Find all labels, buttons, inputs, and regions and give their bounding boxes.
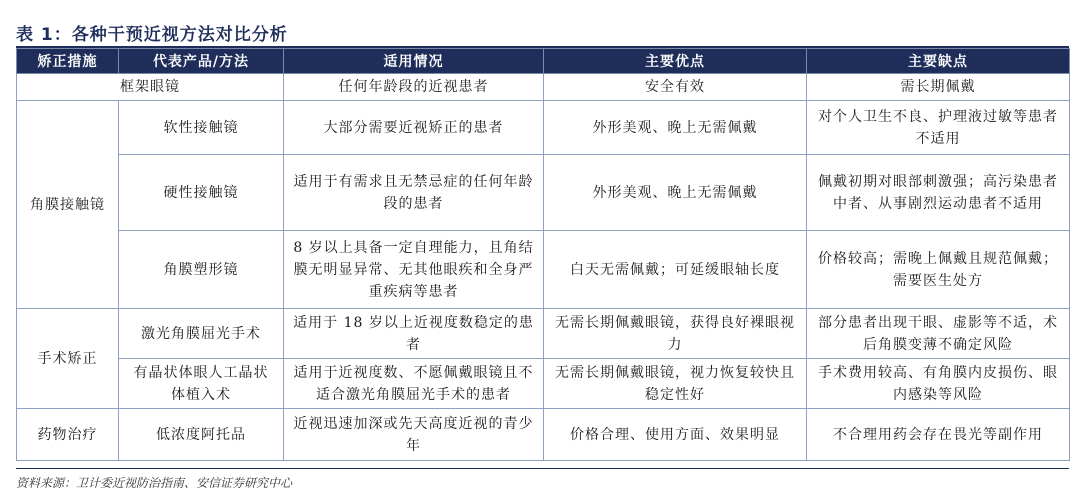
header-row — [17, 49, 1070, 74]
con-cell: 价格较高；需晚上佩戴且规范佩戴；需要医生处方 — [807, 231, 1070, 309]
table-row — [17, 309, 1070, 359]
table-title: 表 1：各种干预近视方法对比分析 — [16, 25, 288, 45]
suit-cell: 任何年龄段的近视患者 — [284, 74, 544, 101]
suit-cell: 适用于有需求且无禁忌症的任何年龄段的患者 — [284, 155, 544, 231]
category-cell: 角膜接触镜 — [17, 101, 119, 309]
header-cell: 主要缺点 — [807, 49, 1070, 74]
table-row — [17, 155, 1070, 231]
table-row — [17, 359, 1070, 409]
con-cell: 需长期佩戴 — [807, 74, 1070, 101]
con-cell: 不合理用药会存在畏光等副作用 — [807, 409, 1070, 461]
category-cell: 药物治疗 — [17, 409, 119, 461]
pro-cell: 无需长期佩戴眼镜，视力恢复较快且稳定性好 — [544, 359, 807, 409]
table-row — [17, 101, 1070, 155]
con-cell: 手术费用较高、有角膜内皮损伤、眼内感染等风险 — [807, 359, 1070, 409]
table-row — [17, 231, 1070, 309]
con-cell: 部分患者出现干眼、虚影等不适，术后角膜变薄不确定风险 — [807, 309, 1070, 359]
header-cell: 矫正措施 — [17, 49, 119, 74]
pro-cell: 无需长期佩戴眼镜，获得良好裸眼视力 — [544, 309, 807, 359]
table-row — [17, 409, 1070, 461]
con-cell: 对个人卫生不良、护理液过敏等患者不适用 — [807, 101, 1070, 155]
product-cell: 框架眼镜 — [17, 74, 284, 101]
product-cell: 激光角膜屈光手术 — [119, 309, 284, 359]
pro-cell: 白天无需佩戴；可延缓眼轴长度 — [544, 231, 807, 309]
header-cell: 主要优点 — [544, 49, 807, 74]
suit-cell: 适用于 18 岁以上近视度数稳定的患者 — [284, 309, 544, 359]
header-cell: 适用情况 — [284, 49, 544, 74]
suit-cell: 8 岁以上具备一定自理能力，且角结膜无明显异常、无其他眼疾和全身严重疾病等患者 — [284, 231, 544, 309]
pro-cell: 价格合理、使用方面、效果明显 — [544, 409, 807, 461]
product-cell: 有晶状体眼人工晶状体植入术 — [119, 359, 284, 409]
product-cell: 低浓度阿托品 — [119, 409, 284, 461]
header-cell: 代表产品/方法 — [119, 49, 284, 74]
table-row — [17, 74, 1070, 101]
product-cell: 硬性接触镜 — [119, 155, 284, 231]
product-cell: 角膜塑形镜 — [119, 231, 284, 309]
pro-cell: 外形美观、晚上无需佩戴 — [544, 155, 807, 231]
pro-cell: 安全有效 — [544, 74, 807, 101]
suit-cell: 适用于近视度数、不愿佩戴眼镜且不适合激光角膜屈光手术的患者 — [284, 359, 544, 409]
con-cell: 佩戴初期对眼部刺激强；高污染患者中者、从事剧烈运动患者不适用 — [807, 155, 1070, 231]
bottom-rule — [16, 468, 1069, 469]
product-cell: 软性接触镜 — [119, 101, 284, 155]
source-note: 资料来源：卫计委近视防治指南、安信证券研究中心 — [16, 476, 293, 490]
comparison-table — [16, 48, 1070, 461]
suit-cell: 大部分需要近视矫正的患者 — [284, 101, 544, 155]
category-cell: 手术矫正 — [17, 309, 119, 409]
suit-cell: 近视迅速加深或先天高度近视的青少年 — [284, 409, 544, 461]
pro-cell: 外形美观、晚上无需佩戴 — [544, 101, 807, 155]
